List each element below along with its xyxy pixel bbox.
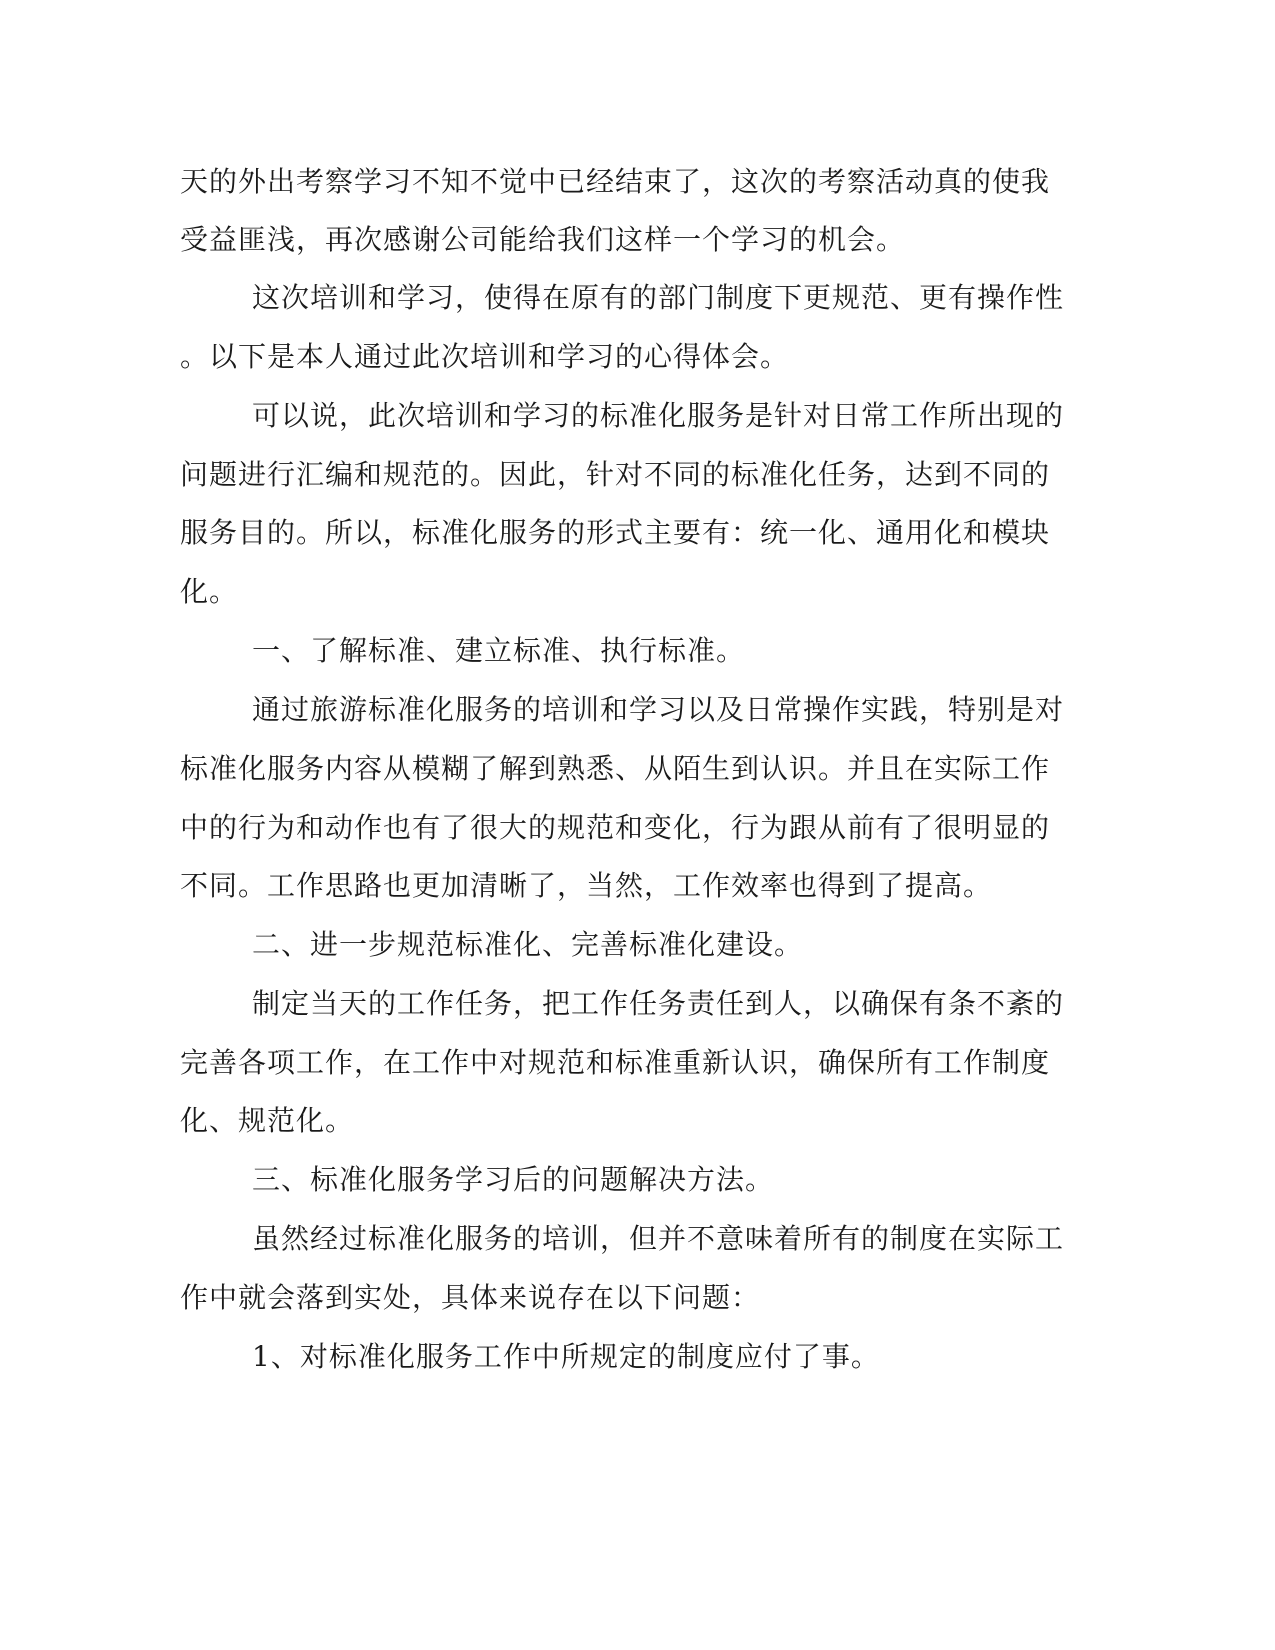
line-text: 制定当天的工作任务，把工作任务责任到人，以确保有条不紊的 [252,987,1065,1020]
text-line [0,808,1275,848]
line-text: 化。 [180,575,239,608]
text-line [0,572,1275,612]
line-text: 不同。工作思路也更加清晰了，当然，工作效率也得到了提高。 [180,869,993,902]
text-line [0,749,1275,789]
text-line [0,278,1275,318]
text-line [0,1219,1275,1259]
text-line [0,220,1275,260]
line-text: 1、对标准化服务工作中所规定的制度应付了事。 [252,1340,880,1373]
text-line [0,1160,1275,1200]
line-text: 二、进一步规范标准化、完善标准化建设。 [252,928,804,961]
text-line [0,396,1275,436]
text-line [0,984,1275,1024]
line-text: 可以说，此次培训和学习的标准化服务是针对日常工作所出现的 [252,399,1065,432]
line-text: 通过旅游标准化服务的培训和学习以及日常操作实践，特别是对 [252,693,1065,726]
line-text: 受益匪浅，再次感谢公司能给我们这样一个学习的机会。 [180,223,906,256]
line-text: 三、标准化服务学习后的问题解决方法。 [252,1163,775,1196]
text-line [0,690,1275,730]
text-line [0,925,1275,965]
line-text: 天的外出考察学习不知不觉中已经结束了，这次的考察活动真的使我 [180,165,1051,198]
line-text: 这次培训和学习，使得在原有的部门制度下更规范、更有操作性 [252,281,1065,314]
text-line [0,631,1275,671]
line-text: 标准化服务内容从模糊了解到熟悉、从陌生到认识。并且在实际工作 [180,752,1051,785]
line-text: 服务目的。所以，标准化服务的形式主要有：统一化、通用化和模块 [180,516,1051,549]
text-line [0,1337,1275,1377]
line-text: 作中就会落到实处，具体来说存在以下问题： [180,1281,761,1314]
text-line [0,162,1275,202]
line-text: 完善各项工作，在工作中对规范和标准重新认识，确保所有工作制度 [180,1046,1051,1079]
line-text: 一、了解标准、建立标准、执行标准。 [252,634,746,667]
line-text: 。以下是本人通过此次培训和学习的心得体会。 [180,340,790,373]
text-line [0,1101,1275,1141]
text-line [0,1043,1275,1083]
text-line [0,513,1275,553]
text-line [0,337,1275,377]
text-line [0,455,1275,495]
text-line [0,1278,1275,1318]
line-text: 虽然经过标准化服务的培训，但并不意味着所有的制度在实际工 [252,1222,1065,1255]
line-text: 化、规范化。 [180,1104,355,1137]
line-text: 中的行为和动作也有了很大的规范和变化，行为跟从前有了很明显的 [180,811,1051,844]
text-line [0,866,1275,906]
line-text: 问题进行汇编和规范的。因此，针对不同的标准化任务，达到不同的 [180,458,1051,491]
